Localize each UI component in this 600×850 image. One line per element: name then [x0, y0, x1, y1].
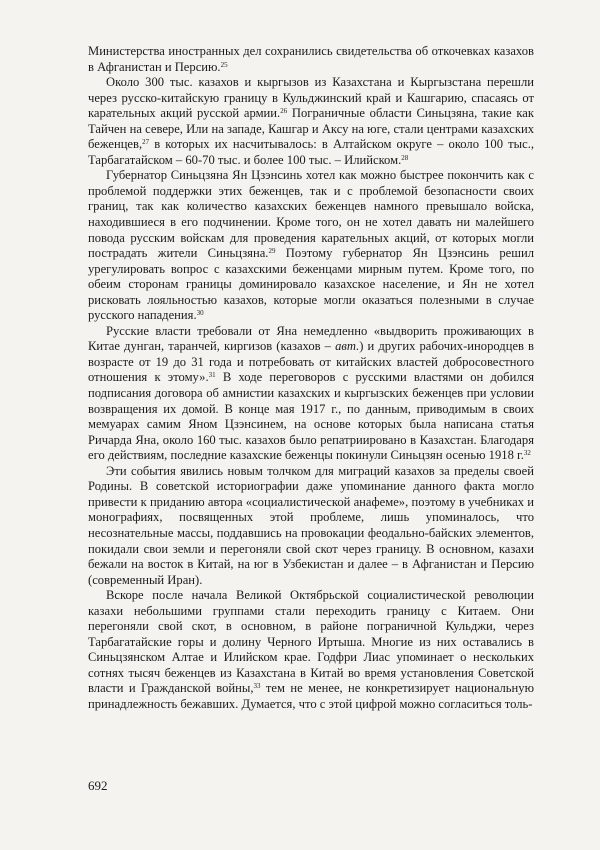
text-run: ) и других рабочих-инородцев в возрасте от 19 до 31 года и потребовать от китайских властей добросовестного отношения к этому». — [88, 339, 535, 385]
paragraph — [88, 324, 534, 464]
paragraph — [88, 75, 534, 168]
paragraph — [88, 168, 534, 323]
text-run: Губернатор Синьцзяна Ян Цзэнсинь хотел как можно быстрее покончить как с проблемой поддержки этих беженцев, так и с проблемой безопасности своих границ, так как количество казахских беженцев намного превышало войска, находившиеся в его подчинении. Кроме того, он не хотел давать ни малейшего повода русским войскам для проведения карательных акций, от которых могли пострадать жители Синьцзяна. — [88, 168, 534, 261]
text-run: В ходе переговоров с русскими властями он добился подписания договора об амнистии казахских и кыргызских беженцев при условии возвращения их домой. В конце мая 1917 г., по данным, приводимым в своих мемуарах самим Яном Цзэнсинем, на основе которых была написана статья Ричарда Яна, около 160 тыс. казахов было репатриировано в Казахстан. Благодаря его действиям, последние казахские беженцы покинули Синьцзян осенью 1918 г. — [88, 370, 534, 463]
paragraph — [88, 588, 534, 712]
text-run: Поэтому губернатор Ян Цзэнсинь решил урегулировать вопрос с казахскими беженцами мирным путем. Кроме того, по обеим сторонам границы доминировало казахское население, и Ян не хотел рисковать лояльностью казахов, которые могли оказаться полезными в случае русского нападения. — [88, 246, 534, 323]
footnote-ref: 26 — [280, 107, 288, 116]
text-run: Министерства иностранных дел сохранились свидетельства об откочевках казахов в Афганистан и Персию. — [88, 44, 534, 74]
page-number: 692 — [88, 778, 108, 793]
paragraph — [88, 44, 534, 75]
text-run: Около 300 тыс. казахов и кыргызов из Казахстана и Кыргызстана перешли через русско-китайскую границу в Кульджинский край и Кашгарию, спасаясь от карательных акций русской армии. — [88, 75, 534, 121]
paragraph — [88, 464, 534, 588]
emphasis-text: авт. — [335, 339, 360, 354]
footnote-ref: 30 — [196, 309, 204, 318]
footnote-ref: 33 — [253, 682, 261, 691]
footnote-ref: 28 — [401, 153, 409, 162]
text-run: в которых их насчитывалось: в Алтайском округе – около 100 тыс., Тарбагатайском – 60-70 тыс. и более 100 тыс. – Илийском. — [88, 137, 534, 167]
text-run: Эти события явились новым толчком для миграций казахов за пределы своей Родины. В советской историографии даже упоминание данного факта могло привести к приданию автора «социалистической анафеме», поэтому в учебниках и монографиях, посвященных этой проблеме, лишь упоминалось, что несознательные массы, поддавшись на провокации феодально-байских элементов, покидали свои земли и перегоняли свой скот через границу. В основном, казахи бежали на восток в Китай, на юг в Узбекистан и далее – в Афганистан и Персию (современный Иран). — [88, 463, 534, 587]
text-run: тем не менее, не конкретизирует национальную принадлежность бежавших. Думается, что с этой цифрой можно согласиться толь- — [88, 681, 534, 711]
footnote-ref: 31 — [208, 371, 216, 380]
footnote-ref: 27 — [142, 138, 150, 147]
text-run: Пограничные области Синьцзяна, такие как Тайчен на севере, Или на западе, Кашгар и Аксу на юге, стали центрами казахских беженцев, — [88, 106, 534, 152]
text-run: Вскоре после начала Великой Октябрьской социалистической революции казахи небольшими группами стали переходить границу с Китаем. Они перегоняли свой скот, в основном, в районе пограничной Кульджи, через Тарбагатайские горы и долину Черного Иртыша. Многие из них оставались в Синьцзянском Алтае и Илийском крае. Годфри Лиас упоминает о нескольких сотнях тысяч беженцев из Казахстана в Китай во время установления Советской власти и Гражданской войны, — [88, 588, 534, 696]
footnote-ref: 32 — [523, 449, 531, 458]
footnote-ref: 25 — [220, 60, 228, 69]
footnote-ref: 29 — [268, 247, 276, 256]
text-body — [88, 44, 534, 713]
text-run: Русские власти требовали от Яна немедленно «выдворить проживающих в Китае дунган, таранчей, киргизов (казахов – — [88, 323, 534, 354]
